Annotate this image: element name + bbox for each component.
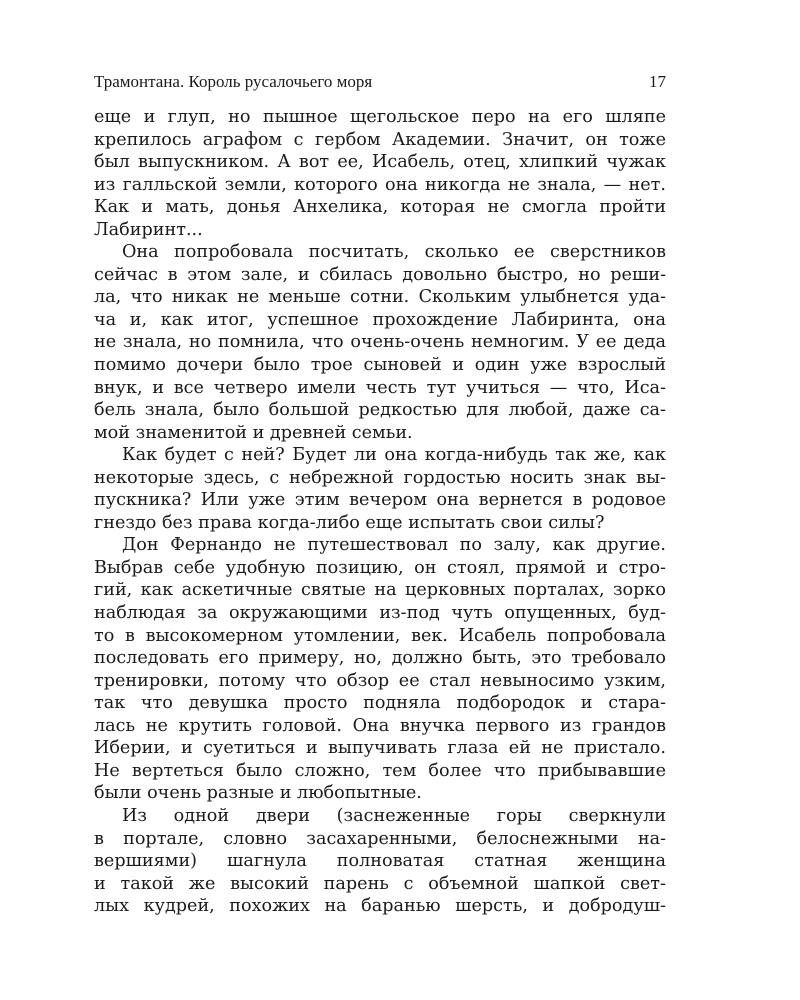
- body-text: [94, 106, 666, 918]
- text-line: лых кудрей, похожих на баранью шерсть, и добродуш-: [94, 896, 666, 917]
- running-header: [94, 72, 666, 94]
- paragraph: [94, 444, 666, 534]
- text-line: Не вертеться было сложно, тем более что прибывавшие: [94, 760, 666, 781]
- text-line: мой знаменитой и древней семьи.: [94, 422, 413, 443]
- text-line: то в высокомерном утомлении, век. Исабель попробовала: [94, 625, 666, 646]
- text-line: сейчас в этом зале, и сбилась довольно быстро, но реши-: [94, 264, 666, 285]
- text-line: гнездо без права когда-либо еще испытать свои силы?: [94, 512, 605, 533]
- text-line: Выбрав себе удобную позицию, он стоял, прямой и стро-: [94, 557, 666, 578]
- text-line: был выпускником. А вот ее, Исабель, отец, хлипкий чужак: [94, 152, 666, 173]
- paragraph: [94, 106, 666, 241]
- text-line: из галльской земли, которого она никогда не знала, — нет.: [94, 174, 666, 195]
- text-line: в портале, словно засахаренными, белоснежными на-: [94, 828, 666, 849]
- text-line: внук, и все четверо имели честь тут учиться — что, Иса-: [94, 377, 666, 398]
- text-line: не знала, но помнила, что очень-очень немногим. У ее деда: [94, 332, 666, 353]
- text-line: Дон Фернандо не путешествовал по залу, как другие.: [122, 535, 666, 556]
- text-line: и такой же высокий парень с объемной шапкой свет-: [94, 873, 666, 894]
- text-line: Как и мать, донья Анхелика, которая не смогла пройти: [94, 197, 666, 218]
- text-line: тренировки, потому что обзор ее стал невыносимо узким,: [94, 670, 666, 691]
- text-line: Как будет с ней? Будет ли она когда-нибудь так же, как: [122, 445, 666, 466]
- text-line: последовать его примеру, но, должно быть, это требовало: [94, 648, 666, 669]
- running-title: Трамонтана. Король русалочьего моря: [94, 72, 373, 91]
- text-line: Иберии, и суетиться и выпучивать глаза ей не пристало.: [94, 738, 666, 759]
- page-number: 17: [649, 72, 666, 91]
- text-line: крепилось аграфом с гербом Академии. Значит, он тоже: [94, 129, 666, 150]
- text-line: ча и, как итог, успешное прохождение Лабиринта, она: [94, 309, 666, 330]
- text-line: вершиями) шагнула полноватая статная женщина: [94, 851, 666, 872]
- text-line: еще и глуп, но пышное щегольское перо на его шляпе: [94, 107, 666, 127]
- text-line: наблюдая за окружающими из-под чуть опущенных, буд-: [94, 603, 666, 624]
- text-line: пускника? Или уже этим вечером она вернется в родовое: [94, 490, 666, 511]
- text-line: были очень разные и любопытные.: [94, 783, 422, 804]
- paragraph: [94, 805, 666, 918]
- text-line: Она попробовала посчитать, сколько ее сверстников: [122, 242, 666, 263]
- text-line: помимо дочери было трое сыновей и один уже взрослый: [94, 355, 666, 376]
- text-line: лась не крутить головой. Она внучка первого из грандов: [94, 715, 666, 736]
- text-line: ла, что никак не меньше сотни. Скольким улыбнется уда-: [94, 287, 666, 308]
- text-line: так что девушка просто подняла подбородок и стара-: [94, 693, 666, 714]
- text-line: гий, как аскетичные святые на церковных порталах, зорко: [94, 580, 666, 601]
- text-line: Лабиринт...: [94, 219, 203, 240]
- paragraph: [94, 241, 666, 444]
- text-line: бель знала, было большой редкостью для любой, даже са-: [94, 400, 666, 421]
- text-line: Из одной двери (заснеженные горы сверкнули: [122, 805, 666, 826]
- paragraph: [94, 534, 666, 805]
- text-line: некоторые здесь, с небрежной гордостью носить знак вы-: [94, 467, 666, 488]
